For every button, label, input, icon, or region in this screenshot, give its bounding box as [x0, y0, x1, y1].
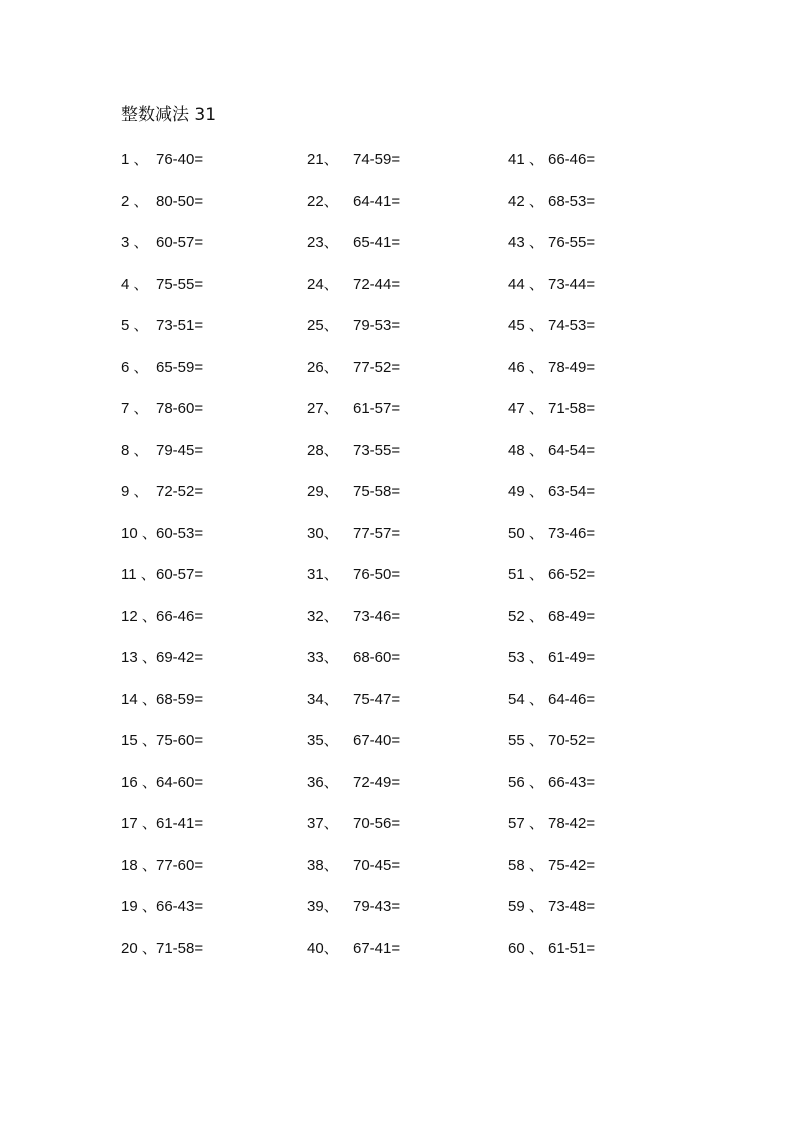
problem-number: 47 、 [508, 400, 544, 417]
problem-number: 42 、 [508, 192, 544, 210]
problem-number: 52 、 [508, 607, 544, 625]
problem-number: 37、 [307, 815, 339, 832]
problem-number: 6 、 [121, 358, 149, 376]
problem-expression: 65-59= [156, 358, 204, 376]
problem-item [508, 441, 595, 483]
problem-number: 60 、 [508, 939, 544, 957]
problem-number: 44 、 [508, 275, 544, 293]
problem-item [307, 731, 400, 773]
problem-item [307, 441, 400, 483]
problem-number: 45 、 [508, 317, 544, 334]
problem-expression: 61-41= [156, 815, 204, 832]
problem-expression: 73-46= [353, 607, 401, 625]
problem-expression: 78-60= [156, 400, 204, 417]
problem-expression: 66-52= [548, 566, 596, 583]
problem-expression: 72-49= [353, 773, 401, 791]
problem-column-3 [508, 150, 595, 980]
problem-number: 32、 [307, 607, 339, 625]
problem-item [307, 690, 400, 732]
problem-expression: 64-54= [548, 441, 596, 459]
problem-number: 51 、 [508, 566, 544, 583]
problem-item [508, 939, 595, 981]
problem-item [307, 150, 400, 192]
problem-number: 57 、 [508, 815, 544, 832]
problem-number: 10 、 [121, 524, 157, 542]
problem-expression: 66-43= [156, 898, 204, 915]
problem-item [307, 524, 400, 566]
problem-item [508, 856, 595, 898]
problem-expression: 72-44= [353, 275, 401, 293]
problem-item [508, 690, 595, 732]
page-title: 整数减法 31 [121, 105, 217, 125]
problem-number: 27、 [307, 400, 339, 417]
problem-expression: 68-49= [548, 607, 596, 625]
problem-number: 17 、 [121, 815, 157, 832]
problem-expression: 78-49= [548, 358, 596, 376]
problem-number: 16 、 [121, 773, 157, 791]
problem-item [121, 358, 203, 400]
problem-expression: 66-43= [548, 773, 596, 791]
problem-item [508, 648, 595, 690]
problem-item [508, 607, 595, 649]
problem-number: 26、 [307, 358, 339, 376]
problem-number: 5 、 [121, 317, 149, 334]
problem-number: 29、 [307, 483, 339, 500]
problem-expression: 60-57= [156, 566, 204, 583]
problem-expression: 60-57= [156, 234, 204, 251]
problem-number: 33、 [307, 649, 339, 666]
problem-expression: 70-52= [548, 732, 596, 749]
problem-item [121, 192, 203, 234]
problem-expression: 61-49= [548, 649, 596, 666]
problem-item [307, 316, 400, 358]
problem-expression: 64-46= [548, 690, 596, 708]
problem-number: 14 、 [121, 690, 157, 708]
problem-item [121, 607, 203, 649]
problem-expression: 77-57= [353, 524, 401, 542]
problem-item [307, 233, 400, 275]
problem-expression: 75-60= [156, 732, 204, 749]
problem-expression: 68-59= [156, 690, 204, 708]
problem-expression: 70-56= [353, 815, 401, 832]
problem-expression: 68-53= [548, 192, 596, 210]
problem-item [508, 482, 595, 524]
problem-number: 1 、 [121, 151, 149, 168]
problem-expression: 66-46= [548, 151, 596, 168]
problem-item [307, 192, 400, 234]
problem-item [307, 399, 400, 441]
problem-item [121, 897, 203, 939]
problem-expression: 73-51= [156, 317, 204, 334]
problem-number: 43 、 [508, 234, 544, 251]
problem-number: 24、 [307, 275, 339, 293]
problem-item [307, 814, 400, 856]
problem-expression: 63-54= [548, 483, 596, 500]
problem-expression: 79-45= [156, 441, 204, 459]
problem-expression: 71-58= [548, 400, 596, 417]
problem-number: 2 、 [121, 192, 149, 210]
problem-number: 8 、 [121, 441, 149, 459]
problem-item [121, 731, 203, 773]
problem-item [307, 607, 400, 649]
problem-number: 20 、 [121, 939, 157, 957]
problem-item [121, 316, 203, 358]
problem-expression: 72-52= [156, 483, 204, 500]
problem-item [508, 897, 595, 939]
problem-number: 13 、 [121, 649, 157, 666]
problem-expression: 75-42= [548, 856, 596, 874]
problem-item [121, 648, 203, 690]
problem-item [307, 482, 400, 524]
problem-number: 11 、 [121, 566, 156, 583]
problem-expression: 66-46= [156, 607, 204, 625]
problem-item [508, 814, 595, 856]
problem-item [121, 524, 203, 566]
problem-item [121, 690, 203, 732]
problem-expression: 73-48= [548, 898, 596, 915]
problem-number: 23、 [307, 234, 339, 251]
problem-item [121, 482, 203, 524]
problem-expression: 76-50= [353, 566, 401, 583]
problem-number: 28、 [307, 441, 339, 459]
problem-expression: 67-40= [353, 732, 401, 749]
problem-number: 34、 [307, 690, 339, 708]
problem-number: 39、 [307, 898, 339, 915]
problem-expression: 77-60= [156, 856, 204, 874]
problem-item [307, 275, 400, 317]
problem-expression: 74-59= [353, 151, 401, 168]
problem-number: 50 、 [508, 524, 544, 542]
problem-expression: 73-46= [548, 524, 596, 542]
problem-item [508, 358, 595, 400]
problem-number: 40、 [307, 939, 339, 957]
problem-number: 4 、 [121, 275, 149, 293]
problem-item [121, 856, 203, 898]
problem-number: 41 、 [508, 151, 544, 168]
problem-number: 18 、 [121, 856, 157, 874]
problem-number: 25、 [307, 317, 339, 334]
problem-item [121, 399, 203, 441]
problem-item [307, 856, 400, 898]
problem-item [121, 275, 203, 317]
problem-expression: 73-44= [548, 275, 596, 293]
problem-item [508, 524, 595, 566]
problem-expression: 73-55= [353, 441, 401, 459]
problem-item [508, 731, 595, 773]
problem-item [121, 939, 203, 981]
problem-expression: 61-57= [353, 400, 401, 417]
problem-expression: 74-53= [548, 317, 596, 334]
problem-item [508, 150, 595, 192]
problem-item [307, 648, 400, 690]
problem-expression: 71-58= [156, 939, 204, 957]
problem-item [121, 233, 203, 275]
problem-expression: 79-43= [353, 898, 401, 915]
problem-item [508, 399, 595, 441]
problem-number: 36、 [307, 773, 339, 791]
problem-number: 12 、 [121, 607, 157, 625]
problem-expression: 68-60= [353, 649, 401, 666]
problem-number: 55 、 [508, 732, 544, 749]
problem-number: 59 、 [508, 898, 544, 915]
problem-item [307, 939, 400, 981]
problem-number: 46 、 [508, 358, 544, 376]
problem-item [307, 897, 400, 939]
problem-item [508, 565, 595, 607]
problem-expression: 80-50= [156, 192, 204, 210]
problem-number: 3 、 [121, 234, 149, 251]
problem-expression: 64-60= [156, 773, 204, 791]
problem-number: 48 、 [508, 441, 544, 459]
problem-expression: 69-42= [156, 649, 204, 666]
problem-number: 35、 [307, 732, 339, 749]
problem-number: 22、 [307, 192, 339, 210]
problem-number: 31、 [307, 566, 339, 583]
problem-number: 54 、 [508, 690, 544, 708]
problem-item [508, 192, 595, 234]
problem-expression: 61-51= [548, 939, 596, 957]
problem-item [121, 773, 203, 815]
problem-expression: 77-52= [353, 358, 401, 376]
problem-expression: 79-53= [353, 317, 401, 334]
problem-number: 49 、 [508, 483, 544, 500]
problem-item [508, 316, 595, 358]
problem-number: 56 、 [508, 773, 544, 791]
problem-expression: 64-41= [353, 192, 401, 210]
problem-item [508, 233, 595, 275]
problem-number: 53 、 [508, 649, 544, 666]
problem-item [121, 150, 203, 192]
problem-item [121, 441, 203, 483]
problem-expression: 65-41= [353, 234, 401, 251]
problem-expression: 76-40= [156, 151, 204, 168]
problem-item [307, 565, 400, 607]
problem-number: 15 、 [121, 732, 157, 749]
problem-number: 30、 [307, 524, 339, 542]
problem-item [307, 773, 400, 815]
problem-number: 9 、 [121, 483, 149, 500]
problem-number: 7 、 [121, 400, 149, 417]
problem-column-2 [307, 150, 400, 980]
problem-expression: 75-47= [353, 690, 401, 708]
problem-item [508, 773, 595, 815]
problem-item [508, 275, 595, 317]
problem-expression: 60-53= [156, 524, 204, 542]
problem-number: 19 、 [121, 898, 157, 915]
problem-item [121, 565, 203, 607]
problem-column-1 [121, 150, 203, 980]
problem-item [121, 814, 203, 856]
problem-expression: 75-58= [353, 483, 401, 500]
problem-number: 38、 [307, 856, 339, 874]
problem-expression: 75-55= [156, 275, 204, 293]
problem-expression: 76-55= [548, 234, 596, 251]
problem-number: 21、 [307, 151, 339, 168]
problem-expression: 78-42= [548, 815, 596, 832]
problem-expression: 67-41= [353, 939, 401, 957]
problem-number: 58 、 [508, 856, 544, 874]
problem-item [307, 358, 400, 400]
problem-expression: 70-45= [353, 856, 401, 874]
